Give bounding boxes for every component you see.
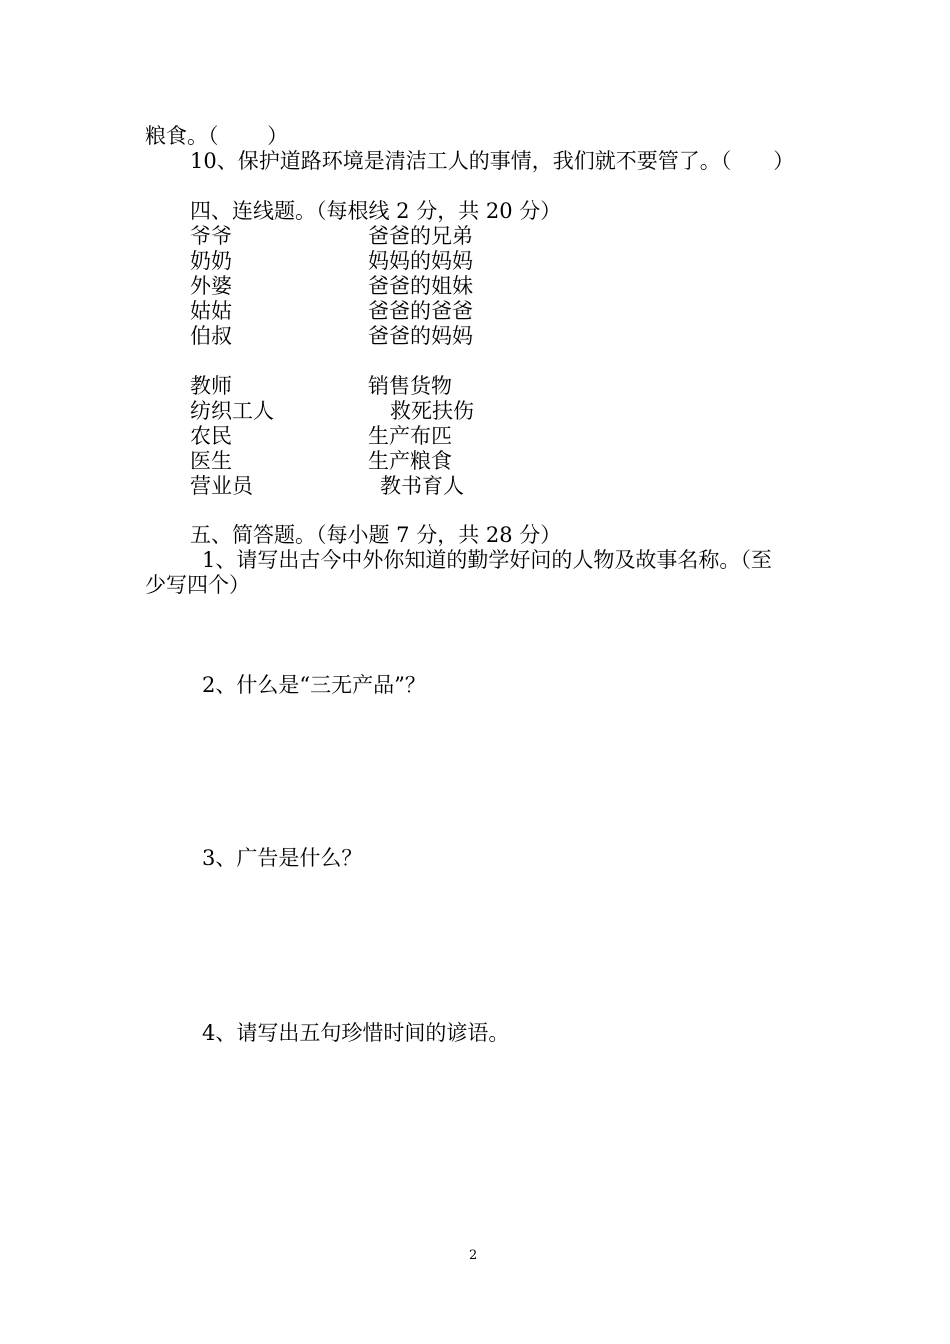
match-left-item: 医生 — [190, 449, 232, 473]
question-10: 10、保护道路环境是清洁工人的事情，我们就不要管了。（ ） — [190, 149, 795, 173]
text-line-continuation: 粮食。（ ） — [145, 124, 289, 148]
match-right-item: 妈妈的妈妈 — [368, 249, 473, 273]
question-3: 3、广告是什么？ — [202, 846, 363, 870]
match-right-item: 爸爸的爸爸 — [368, 299, 473, 323]
match-left-item: 农民 — [190, 424, 232, 448]
match-left-item: 外婆 — [190, 274, 232, 298]
match-left-item: 教师 — [190, 374, 232, 398]
section-5-heading: 五、简答题。（每小题 7 分，共 28 分） — [190, 523, 562, 547]
match-left-item: 奶奶 — [190, 249, 232, 273]
match-right-item: 救死扶伤 — [390, 399, 474, 423]
question-2: 2、什么是“三无产品”？ — [202, 673, 426, 697]
match-left-item: 姑姑 — [190, 299, 232, 323]
match-right-item: 教书育人 — [380, 474, 464, 498]
match-left-item: 营业员 — [190, 474, 253, 498]
match-right-item: 销售货物 — [368, 374, 452, 398]
match-right-item: 爸爸的姐妹 — [368, 274, 473, 298]
match-right-item: 生产粮食 — [368, 449, 452, 473]
question-1-line-2: 少写四个） — [145, 573, 250, 597]
match-right-item: 爸爸的妈妈 — [368, 324, 473, 348]
page-number: 2 — [469, 1248, 478, 1263]
section-4-heading: 四、连线题。（每根线 2 分，共 20 分） — [190, 199, 562, 223]
match-right-item: 生产布匹 — [368, 424, 452, 448]
question-1-line-1: 1、请写出古今中外你知道的勤学好问的人物及故事名称。（至 — [202, 548, 772, 572]
match-left-item: 纺织工人 — [190, 399, 274, 423]
match-right-item: 爸爸的兄弟 — [368, 224, 473, 248]
match-left-item: 伯叔 — [190, 324, 232, 348]
match-left-item: 爷爷 — [190, 224, 232, 248]
question-4: 4、请写出五句珍惜时间的谚语。 — [202, 1021, 510, 1045]
